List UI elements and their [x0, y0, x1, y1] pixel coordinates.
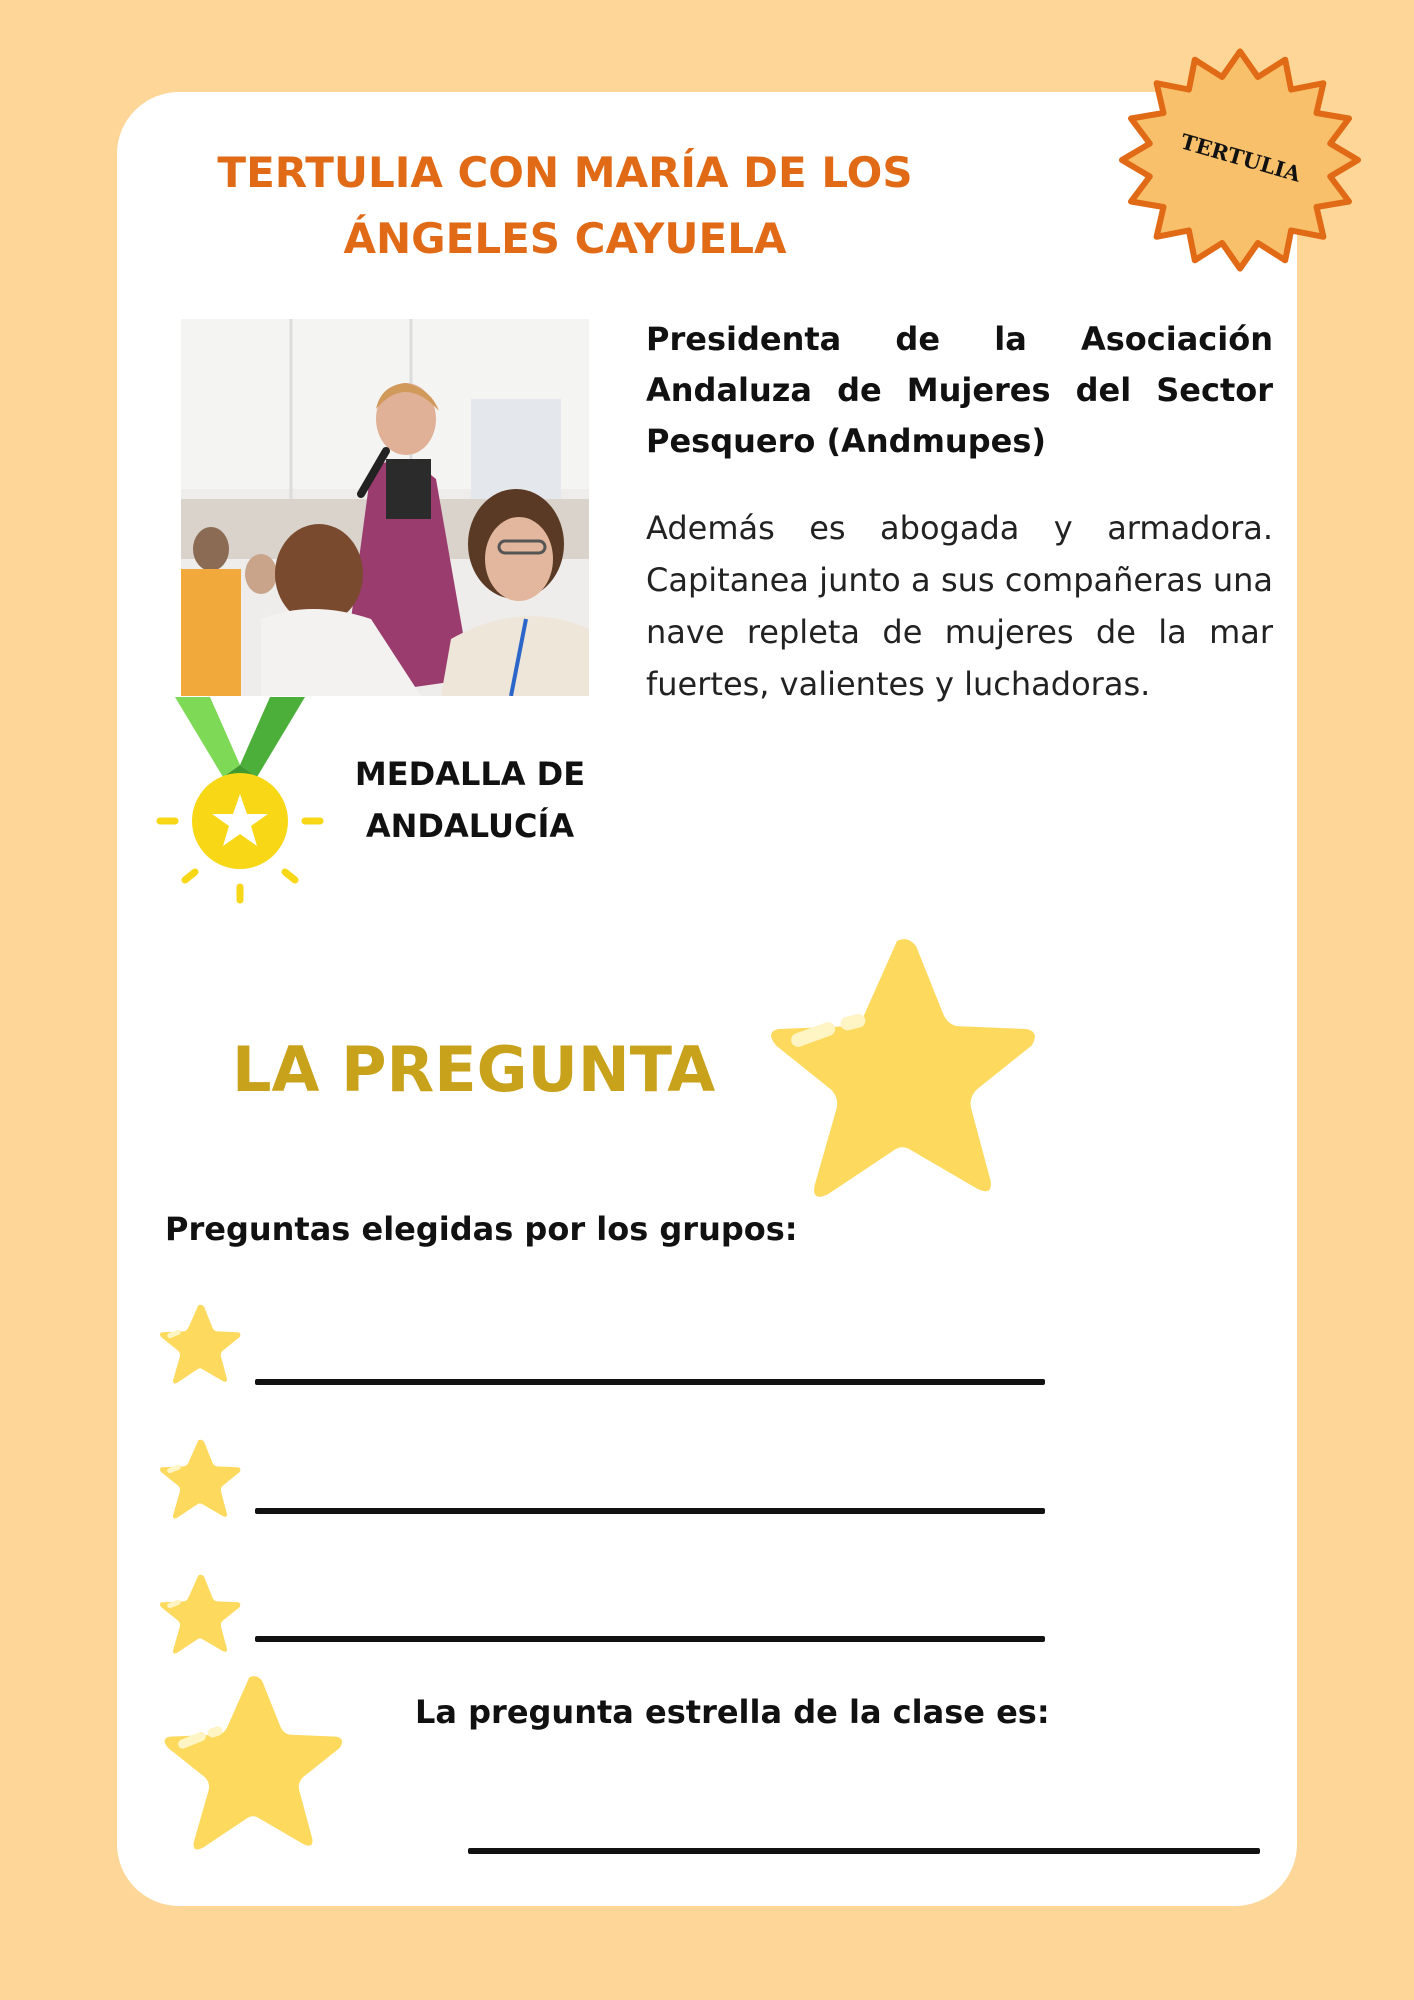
- groups-prompt: Preguntas elegidas por los grupos:: [165, 1210, 798, 1248]
- answer-line[interactable]: [255, 1636, 1045, 1642]
- star-answer-line[interactable]: [468, 1848, 1260, 1854]
- starburst-icon: [1100, 35, 1380, 285]
- star-question-prompt: La pregunta estrella de la clase es:: [415, 1693, 1050, 1731]
- star-icon: [157, 1572, 243, 1656]
- star-icon: [157, 1302, 243, 1386]
- star-icon: [760, 930, 1045, 1205]
- badge-label: TERTULIA: [1177, 128, 1304, 187]
- tertulia-badge: [1100, 35, 1380, 285]
- medal-icon: [155, 697, 325, 907]
- answer-line[interactable]: [255, 1508, 1045, 1514]
- portrait-photo: [181, 319, 589, 696]
- star-icon: [158, 1670, 348, 1855]
- award-label: MEDALLA DE ANDALUCÍA: [354, 755, 586, 845]
- answer-line[interactable]: [255, 1379, 1045, 1385]
- profile-role: Presidenta de la Asociación Andaluza de Mujeres del Sector Pesquero (Andmupes): [646, 320, 1273, 460]
- profile-description: Además es abogada y armadora. Capitanea junto a sus compañeras una nave repleta de mujeres de la mar fuertes, valientes y luchadoras.: [646, 509, 1273, 703]
- page-title: TERTULIA CON MARÍA DE LOS ÁNGELES CAYUELA: [217, 148, 913, 263]
- section-title: LA PREGUNTA: [232, 1033, 716, 1106]
- star-icon: [157, 1437, 243, 1521]
